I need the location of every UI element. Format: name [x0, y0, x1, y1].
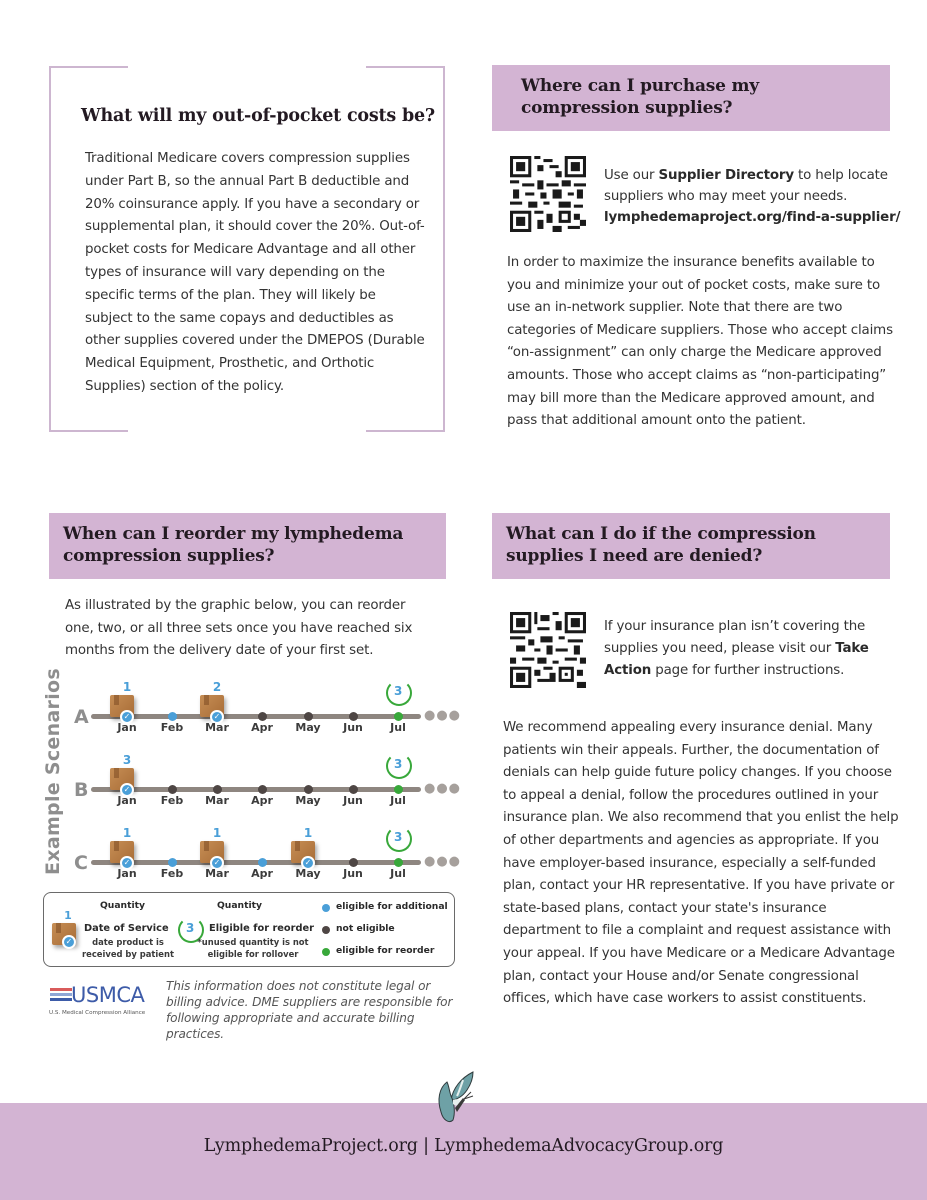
- timeline-node-not-eligible: [349, 785, 358, 794]
- legend-service-sub: date product is received by patient: [82, 937, 174, 959]
- scenario-row-b: [40, 748, 460, 808]
- legend-dot-blue: [322, 904, 330, 912]
- checkmark-icon: ✓: [301, 856, 315, 870]
- checkmark-icon: ✓: [62, 935, 76, 949]
- disclaimer-text: This information does not constitute legal or billing advice. DME suppliers are responsible for following appropriate and accurate billing practices.: [166, 979, 453, 1041]
- month-label: Jun: [343, 867, 363, 880]
- checkmark-icon: ✓: [210, 710, 224, 724]
- quantity-label: 2: [212, 680, 222, 694]
- frame-edge: [366, 66, 445, 68]
- frame-edge: [49, 66, 128, 68]
- purchase-heading: Where can I purchase my compression supplies?: [521, 76, 759, 118]
- legend-not-eligible: not eligible: [336, 923, 395, 934]
- reorder-heading: When can I reorder my lymphedema compression supplies?: [63, 524, 404, 566]
- month-label: Jan: [117, 794, 137, 807]
- legend-reorder-sub: *unused quantity is not eligible for rollover: [197, 937, 309, 959]
- supplier-directory-qr-code[interactable]: [510, 156, 586, 232]
- legend-quantity-label: Quantity: [217, 900, 263, 911]
- month-label: Mar: [205, 794, 229, 807]
- legend-eligible-additional: eligible for additional: [336, 901, 448, 912]
- scenario-row-a: [40, 675, 460, 735]
- quantity-label: 3: [122, 753, 132, 767]
- month-label: Jul: [390, 867, 406, 880]
- take-action-qr-code[interactable]: [510, 612, 586, 688]
- timeline-node-not-eligible: [304, 712, 313, 721]
- quantity-label: 1: [122, 680, 132, 694]
- usmca-logo: [48, 985, 160, 1025]
- timeline-node-eligible-reorder: [394, 858, 403, 867]
- legend-eligible-for-reorder: Eligible for reorder: [209, 923, 314, 934]
- frame-edge: [49, 66, 51, 432]
- take-action-text: If your insurance plan isn’t covering the supplies you need, please visit our Take Action page for further instructions.: [604, 619, 869, 678]
- timeline-node-eligible-reorder: [394, 785, 403, 794]
- reorder-timeline-graphic: [40, 668, 462, 885]
- month-label: Feb: [160, 721, 184, 734]
- costs-section: [49, 66, 445, 432]
- month-label: May: [295, 721, 321, 734]
- footer-links[interactable]: LymphedemaProject.org | LymphedemaAdvocacyGroup.org: [203, 1136, 724, 1156]
- costs-heading: What will my out-of-pocket costs be?: [81, 106, 435, 126]
- month-label: Jun: [343, 721, 363, 734]
- checkmark-icon: ✓: [210, 856, 224, 870]
- scenario-letter: C: [74, 852, 88, 874]
- month-label: Jul: [390, 721, 406, 734]
- timeline-node-not-eligible: [349, 712, 358, 721]
- timeline-node-not-eligible: [213, 785, 222, 794]
- example-scenarios-label: Example Scenarios: [42, 668, 64, 875]
- timeline-track: [91, 860, 421, 865]
- supplier-url-link[interactable]: lymphedemaproject.org/find-a-supplier/: [604, 210, 901, 225]
- month-label: Jun: [343, 794, 363, 807]
- month-label: Apr: [251, 794, 273, 807]
- usmca-wordmark: USMCA: [71, 983, 145, 1007]
- reorder-cart-icon: 3: [386, 826, 412, 852]
- timeline-node-eligible-additional: [168, 858, 177, 867]
- legend-dot-dark: [322, 926, 330, 934]
- more-dots: ●●●: [424, 708, 462, 723]
- butterfly-logo-icon: [433, 1070, 483, 1132]
- month-label: May: [295, 867, 321, 880]
- purchase-heading-bar: [492, 65, 890, 131]
- legend-quantity-label: Quantity: [100, 900, 146, 911]
- frame-edge: [366, 430, 445, 432]
- reorder-cart-icon: 3: [386, 680, 412, 706]
- frame-edge: [49, 430, 128, 432]
- checkmark-icon: ✓: [120, 783, 134, 797]
- checkmark-icon: ✓: [120, 856, 134, 870]
- denied-heading-bar: [492, 513, 890, 579]
- month-label: Jul: [390, 794, 406, 807]
- timeline-legend: [43, 892, 455, 967]
- legend-eligible-reorder: eligible for reorder: [336, 945, 435, 956]
- timeline-node-not-eligible: [349, 858, 358, 867]
- timeline-track: [91, 714, 421, 719]
- month-label: Jan: [117, 721, 137, 734]
- usmca-tagline: U.S. Medical Compression Alliance: [49, 1010, 146, 1016]
- scenario-letter: A: [74, 706, 89, 728]
- supplier-directory-text: Use our Supplier Directory to help locate suppliers who may meet your needs. lymphedemaproject.org/find-a-supplier/: [604, 168, 901, 225]
- costs-body: Traditional Medicare covers compression supplies under Part B, so the annual Part B deductible and 20% coinsurance apply. If you have a secondary or supplemental plan, it should cover the 20%. Out-of-pocket costs for Medicare Advantage and all other types of insurance will vary depending on the specific terms of the plan. They will likely be subject to the same copays and deductibles as other supplies covered under the DMEPOS (Durable Medical Equipment, Prosthetic, and Orthotic Supplies) section of the policy.: [85, 151, 425, 394]
- month-label: Jan: [117, 867, 137, 880]
- month-label: Apr: [251, 867, 273, 880]
- timeline-node-eligible-additional: [168, 712, 177, 721]
- checkmark-icon: ✓: [120, 710, 134, 724]
- purchase-body: In order to maximize the insurance benefits available to you and minimize your out of pocket costs, make sure to use an in-network supplier. Note that there are two categories of Medicare suppliers. Those who accept claims “on-assignment” can only charge the Medicare approved amounts. Those who accept claims as “non-participating” may bill more than the Medicare approved amount, and pass that additional amount onto the patient.: [507, 255, 893, 429]
- month-label: Apr: [251, 721, 273, 734]
- month-label: Mar: [205, 721, 229, 734]
- month-label: Feb: [160, 867, 184, 880]
- reorder-heading-bar: [49, 513, 446, 579]
- scenario-row-c: [40, 821, 460, 881]
- timeline-node-eligible-additional: [258, 858, 267, 867]
- take-action-link[interactable]: Take Action: [604, 641, 869, 678]
- reorder-cart-icon: 3: [178, 917, 204, 943]
- timeline-node-not-eligible: [258, 785, 267, 794]
- quantity-label: 1: [212, 826, 222, 840]
- timeline-node-not-eligible: [258, 712, 267, 721]
- supplier-directory-link[interactable]: Supplier Directory: [658, 168, 794, 183]
- more-dots: ●●●: [424, 854, 462, 869]
- month-label: May: [295, 794, 321, 807]
- frame-edge: [443, 66, 445, 432]
- timeline-track: [91, 787, 421, 792]
- legend-dot-green: [322, 948, 330, 956]
- month-label: Feb: [160, 794, 184, 807]
- timeline-node-not-eligible: [168, 785, 177, 794]
- quantity-label: 1: [122, 826, 132, 840]
- timeline-node-eligible-reorder: [394, 712, 403, 721]
- reorder-body: As illustrated by the graphic below, you can reorder one, two, or all three sets once you have reached six months from the delivery date of your first set.: [65, 598, 413, 659]
- denied-body: We recommend appealing every insurance denial. Many patients win their appeals. Further, the documentation of denials can help guide future policy changes. If you choose to appeal a denial, follow the procedures outlined in your insurance plan. We also recommend that you enlist the help of other departments and agencies as appropriate. If you have employer-based insurance, especially a self-funded plan, contact your HR representative. If you have private or state-based plans, contact your state's insurance department to file a complaint and request assistance with your appeal. If you have Medicare or a Medicare Advantage plan, contact your House and/or Senate congressional offices, which have case workers to assist constituents.: [503, 720, 899, 1007]
- timeline-node-not-eligible: [304, 785, 313, 794]
- quantity-label: 1: [303, 826, 313, 840]
- usmca-flag-stripes-icon: [50, 988, 72, 1003]
- month-label: Mar: [205, 867, 229, 880]
- denied-heading: What can I do if the compression supplies I need are denied?: [506, 524, 816, 566]
- more-dots: ●●●: [424, 781, 462, 796]
- legend-date-of-service: Date of Service: [84, 923, 169, 934]
- scenario-letter: B: [74, 779, 89, 801]
- reorder-cart-icon: 3: [386, 753, 412, 779]
- legend-quantity-value: 1: [64, 909, 72, 922]
